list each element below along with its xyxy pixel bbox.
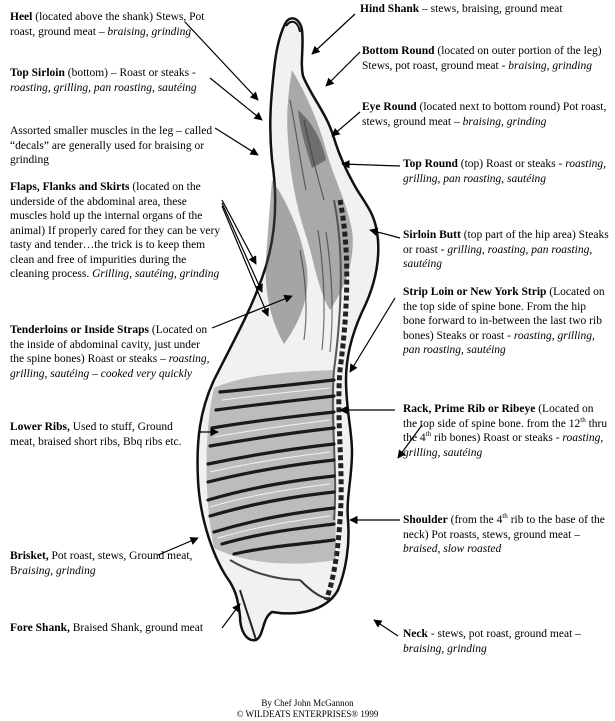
arrow-top-round	[342, 164, 400, 166]
top-round-title: Top Round	[403, 158, 458, 170]
shoulder-sup-1: th	[502, 512, 508, 521]
shoulder-desc-2: rib to the base of the neck) Pot roasts, stews, ground meat –	[403, 514, 605, 541]
top-sirloin-methods: - roasting, grilling, pan roasting, sautéing	[10, 67, 197, 94]
label-tenderloins	[10, 323, 210, 381]
label-eye-round	[362, 100, 610, 129]
lower-ribs-title: Lower Ribs,	[10, 421, 70, 433]
rack-sup-2: th	[425, 430, 432, 439]
rack-desc-2: thru the 4	[403, 417, 608, 444]
eye-round-methods: braising, grinding	[462, 115, 547, 128]
sirloin-butt-methods: grilling, roasting, pan roasting, sautéing	[403, 243, 593, 270]
neck-desc: - stews, pot roast, ground meat	[427, 628, 576, 640]
heel-title: Heel	[10, 11, 33, 23]
credit-copyright: © WILDEATS ENTERPRISES® 1999	[236, 709, 379, 719]
arrow-decals	[215, 128, 258, 155]
label-heel	[10, 10, 205, 39]
label-strip-loin	[403, 285, 610, 358]
label-bottom-round	[362, 44, 607, 73]
decals-desc: Assorted smaller muscles in the leg – called “decals” are generally used for braising or grinding	[10, 125, 213, 166]
top-round-desc: (top) Roast or steaks -	[457, 158, 566, 170]
top-sirloin-title: Top Sirloin	[10, 67, 65, 79]
arrow-eye-round	[332, 112, 360, 136]
flaps-title: Flaps, Flanks and Skirts	[10, 181, 130, 193]
arrow-flaps-2	[222, 203, 262, 292]
fore-shank-title: Fore Shank,	[10, 622, 70, 634]
label-fore-shank	[10, 621, 210, 636]
strip-loin-title: Strip Loin or New York Strip	[403, 286, 547, 298]
flaps-desc: (located on the underside of the abdominal area, these muscles hold up the internal organs of the animal) If properly cared for they can be very tasty and tender…the trick is to keep them clean and free of impurities during the cleaning process.	[10, 181, 221, 280]
label-flaps	[10, 180, 222, 282]
shoulder-title: Shoulder	[403, 514, 448, 526]
arrow-hind-shank	[312, 14, 355, 54]
rack-desc-3: rib bones) Roast or steaks -	[431, 432, 563, 444]
sirloin-butt-desc: (top part of the hip area) Steaks or roast -	[403, 229, 609, 256]
hind-shank-desc: – stews, braising, ground meat	[419, 3, 563, 15]
bottom-round-methods: braising, grinding	[508, 59, 593, 72]
arrow-fore-shank	[222, 604, 240, 628]
bottom-round-desc: (located on outer portion of the leg) Stews, pot roast, ground meat -	[362, 45, 602, 72]
heel-methods: braising, grinding	[107, 25, 192, 38]
neck-title: Neck	[403, 628, 428, 640]
hind-shank-title: Hind Shank	[360, 3, 420, 15]
arrow-flaps-3	[222, 206, 268, 316]
shoulder-methods: braised, slow roasted	[403, 543, 502, 555]
label-decals	[10, 124, 220, 168]
rack-desc-1: (Located on the top side of spine bone. from the 12	[403, 403, 594, 430]
label-top-round	[403, 157, 610, 186]
label-rack	[403, 402, 610, 460]
label-brisket	[10, 549, 200, 578]
label-sirloin-butt	[403, 228, 610, 272]
strip-loin-methods: roasting, grilling, pan roasting, sautéing	[403, 329, 595, 356]
label-hind-shank	[360, 2, 610, 17]
top-round-methods: roasting, grilling, pan roasting, sautéing	[403, 158, 607, 185]
tenderloins-desc: (Located on the inside of abdominal cavity, just under the spine bones) Roast or steaks –	[10, 324, 208, 365]
lower-ribs-desc: Used to stuff, Ground meat, braised short ribs, Bbq ribs etc.	[10, 421, 182, 448]
label-shoulder	[403, 513, 610, 557]
label-lower-ribs	[10, 420, 200, 449]
rack-methods: roasting, grilling, sautéing	[403, 432, 604, 459]
brisket-desc: Pot roast, stews, Ground meat, B	[10, 550, 193, 577]
fore-shank-desc: Braised Shank, ground meat	[69, 622, 204, 634]
eye-round-title: Eye Round	[362, 101, 417, 113]
eye-round-desc: (located next to bottom round) Pot roast, stews, ground meat –	[362, 101, 607, 128]
arrow-flaps-1	[222, 200, 256, 264]
label-top-sirloin	[10, 66, 222, 95]
heel-desc: (located above the shank) Stews, Pot roast, ground meat –	[10, 11, 205, 38]
top-sirloin-desc: (bottom) – Roast or steaks	[64, 67, 192, 79]
rack-sup-1: th	[580, 415, 586, 424]
brisket-title: Brisket,	[10, 550, 49, 562]
tenderloins-methods: roasting, grilling, sautéing – cooked very quickly	[10, 353, 210, 380]
brisket-methods: raising, grinding	[17, 564, 96, 577]
arrow-bottom-round	[326, 52, 360, 86]
rack-title: Rack, Prime Rib or Ribeye	[403, 403, 536, 415]
sirloin-butt-title: Sirloin Butt	[403, 229, 461, 241]
tenderloins-title: Tenderloins or Inside Straps	[10, 324, 149, 336]
carcass-silhouette	[198, 18, 379, 640]
strip-loin-desc: (Located on the top side of spine bone. From the hip bone forward to in-between the last two rib bones) Steaks or roast -	[403, 286, 605, 342]
credit-author: By Chef John McGannon	[261, 698, 354, 708]
flaps-methods: Grilling, sautéing, grinding	[92, 268, 220, 280]
shoulder-desc-1: (from the 4	[447, 514, 503, 526]
bottom-round-title: Bottom Round	[362, 45, 435, 57]
neck-methods: – braising, grinding	[403, 628, 581, 655]
label-neck	[403, 627, 610, 656]
arrow-neck	[374, 620, 398, 636]
